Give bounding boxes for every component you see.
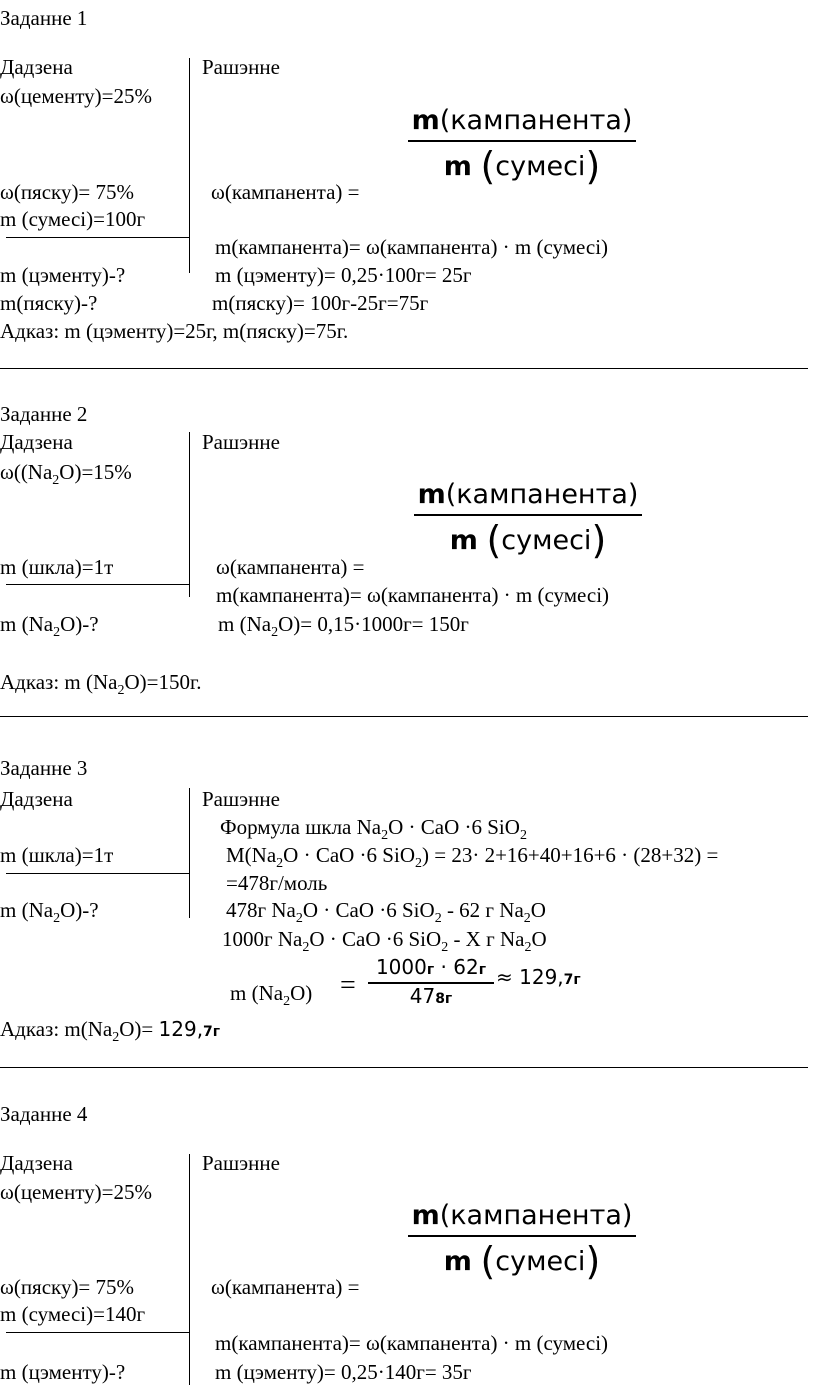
section-separator-3 (0, 1067, 808, 1068)
task2-step-2: m $(Na_2O)= 0,15\cdot 1000г= 150г$ (218, 612, 469, 641)
task3-find-na2o: m $(Na_2O)-$? (0, 898, 99, 927)
task2-formula-lhs: ω(кампанента) = (216, 555, 365, 579)
section-separator-2 (0, 716, 808, 717)
task3-calc-equals: = (340, 970, 356, 1001)
task3-calc-denominator: 478г (409, 984, 453, 1008)
task1-given-label: Дадзена (0, 55, 73, 79)
task2-given-divider (6, 584, 189, 585)
fraction-den-m: m (443, 151, 472, 182)
task3-given-glass: m (шкла)=1т (0, 843, 114, 867)
task2-vertical-divider (189, 432, 190, 597)
task4-given-sand: ω(пяску)= 75% (0, 1275, 135, 1299)
fraction-num-m: m (411, 105, 440, 136)
task1-find-sand: m(пяску)-? (0, 291, 98, 315)
task1-mass-fraction (408, 104, 636, 188)
task2-given-label: Дадзена (0, 430, 73, 454)
task3-title: Заданне 3 (0, 756, 88, 780)
task1-title: Заданне 1 (0, 6, 88, 30)
fraction-num-text: (кампанента) (439, 105, 633, 136)
task4-solution-label: Рашэнне (202, 1151, 280, 1175)
task4-given-mixture: m (сумесі)=140г (0, 1302, 146, 1326)
task3-proportion-1: 478г $Na_2O$ · CaO ·6 SiO$_2$ - 62 г $Na_2O$ (226, 898, 546, 927)
task2-given-glass: m (шкла)=1т (0, 555, 114, 579)
task4-mass-fraction: m(кампанента) m (сумесі) (408, 1199, 636, 1279)
task1-vertical-divider (189, 58, 190, 273)
task4-step-1: m(кампанента)= ω(кампанента) · m (сумесі) (215, 1331, 609, 1355)
task2-solution-label: Рашэнне (202, 430, 280, 454)
task2-step-1: m(кампанента)= ω(кампанента) · m (сумесі) (216, 583, 610, 607)
task4-step-2: m (цэменту)= 0,25·140г= 35г (215, 1360, 472, 1384)
task1-given-mixture: m (сумесі)=100г (0, 207, 146, 231)
task4-formula-lhs: ω(кампанента) = (211, 1275, 360, 1299)
fraction-den-text: сумесі (495, 151, 586, 182)
task3-vertical-divider (189, 788, 190, 918)
task2-given-na2o: $\omega((Na_2O)=15\%$ (0, 460, 132, 489)
task3-molar-mass-result: =478г/моль (226, 871, 328, 895)
task1-step-3: m(пяску)= 100г-25г=75г (212, 291, 429, 315)
task4-given-cement: ω(цементу)=25% (0, 1180, 152, 1204)
task4-given-label: Дадзена (0, 1151, 73, 1175)
task1-formula-lhs: ω(кампанента) = (211, 180, 360, 204)
fraction-den-paren-close: ) (585, 144, 601, 188)
task1-step-2: m (цэменту)= 0,25·100г= 25г (215, 263, 472, 287)
task3-calc-lhs: m $(Na_2O)$ (230, 981, 313, 1010)
fraction-den-paren-open: ( (480, 144, 496, 188)
section-separator-1 (0, 368, 808, 369)
task3-solution-label: Рашэнне (202, 787, 280, 811)
task3-calc-numerator: 1000г · 62г (375, 955, 487, 979)
task4-given-divider (6, 1332, 189, 1333)
task1-given-cement: ω(цементу)=25% (0, 84, 152, 108)
task3-given-label: Дадзена (0, 787, 73, 811)
task2-answer: Адказ: m $(Na_2O)=150г$. (0, 670, 202, 699)
task3-glass-formula: Формула шкла $Na_2O$ · CaO ·6 SiO$_2$ (220, 815, 527, 844)
task3-calc-result: ≈ 129,7г (496, 965, 581, 989)
task3-answer: Адказ: $m(Na_2O)= 129,7г$ (0, 1017, 221, 1046)
task3-proportion-2: 1000г $Na_2O$ · CaO ·6 SiO$_2$ - X г $Na_2O$ (222, 927, 547, 956)
task1-step-1: m(кампанента)= ω(кампанента) · m (сумесі) (215, 235, 609, 259)
task4-title: Заданне 4 (0, 1102, 88, 1126)
task4-vertical-divider (189, 1154, 190, 1385)
task2-title: Заданне 2 (0, 402, 88, 426)
task3-calc-fraction (368, 956, 494, 1010)
task1-answer: Адказ: m (цэменту)=25г, m(пяску)=75г. (0, 319, 349, 343)
task1-given-divider (6, 237, 189, 238)
task4-find-cement: m (цэменту)-? (0, 1360, 126, 1384)
task2-find-na2o: m $(Na_2O)-$? (0, 612, 99, 641)
task1-given-sand: ω(пяску)= 75% (0, 180, 135, 204)
task1-solution-label: Рашэнне (202, 55, 280, 79)
fraction-bar (408, 140, 636, 142)
task3-molar-mass-line: $M(Na_2O$ · CaO ·6 SiO$_2$) = 23· 2+16+40+16+6 · (28+32) = (226, 843, 719, 872)
task1-find-cement: m (цэменту)-? (0, 263, 126, 287)
task3-given-divider (6, 873, 189, 874)
task2-mass-fraction: m(кампанента) m (сумесі) (414, 478, 642, 558)
